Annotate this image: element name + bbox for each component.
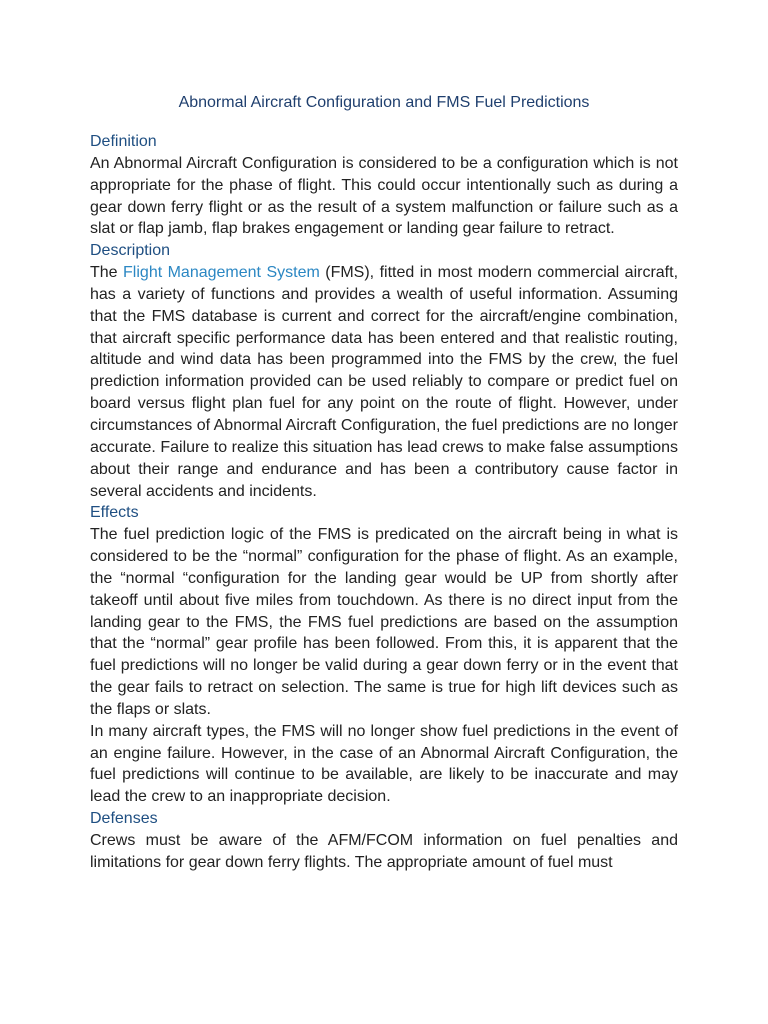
definition-paragraph: An Abnormal Aircraft Configuration is considered to be a configuration which is not appropriate for the phase of flight. This could occur intentionally such as during a gear down ferry flight or as the result of a system malfunction or failure such as a slat or flap jamb, flap brakes engagement or landing gear failure to retract. bbox=[90, 154, 678, 238]
document-page bbox=[90, 92, 678, 874]
defenses-paragraph: Crews must be aware of the AFM/FCOM information on fuel penalties and limitations for gear down ferry flights. The appropriate amount of fuel must bbox=[90, 832, 678, 871]
section-heading-effects: Effects bbox=[90, 504, 139, 522]
description-text-start: The bbox=[90, 264, 124, 282]
section-heading-definition: Definition bbox=[90, 133, 157, 150]
flight-management-system-link[interactable]: Flight Management System bbox=[123, 264, 320, 282]
description-paragraph bbox=[90, 262, 678, 502]
section-heading-defenses: Defenses bbox=[90, 810, 158, 828]
section-heading-description: Description bbox=[90, 242, 171, 260]
document-title: Abnormal Aircraft Configuration and FMS Fuel Predictions bbox=[178, 94, 590, 111]
effects-paragraph-1: The fuel prediction logic of the FMS is predicated on the aircraft being in what is considered to be the “normal” configuration for the phase of flight. As an example, the “normal “configuration for the landing gear would be UP from shortly after takeoff until about five miles from touchdown. As there is no direct input from the landing gear to the FMS, the FMS fuel predictions are based on the assumption that the “normal” gear profile has been followed. From this, it is apparent that the fuel predictions will no longer be valid during a gear down ferry or in the event that the gear fails to retract on selection. The same is true for high lift devices such as the flaps or slats. bbox=[90, 526, 678, 718]
description-text-rest: (FMS), fitted in most modern commercial aircraft, has a variety of functions and provides a wealth of useful information. Assuming that the FMS database is current and correct for the aircraft/engine combination, that aircraft specific performance data has been entered and that realistic routing, altitude and wind data has been programmed into the FMS by the crew, the fuel prediction information provided can be used reliably to compare or predict fuel on board versus flight plan fuel for any point on the route of flight. However, under circumstances of Abnormal Aircraft Configuration, the fuel predictions are no longer accurate. Failure to realize this situation has lead crews to make false assumptions about their range and endurance and has been a contributory cause factor in several accidents and incidents. bbox=[90, 264, 679, 500]
effects-paragraph-2: In many aircraft types, the FMS will no longer show fuel predictions in the event of an engine failure. However, in the case of an Abnormal Aircraft Configuration, the fuel predictions will continue to be available, are likely to be inaccurate and may lead the crew to an inappropriate decision. bbox=[90, 722, 678, 806]
